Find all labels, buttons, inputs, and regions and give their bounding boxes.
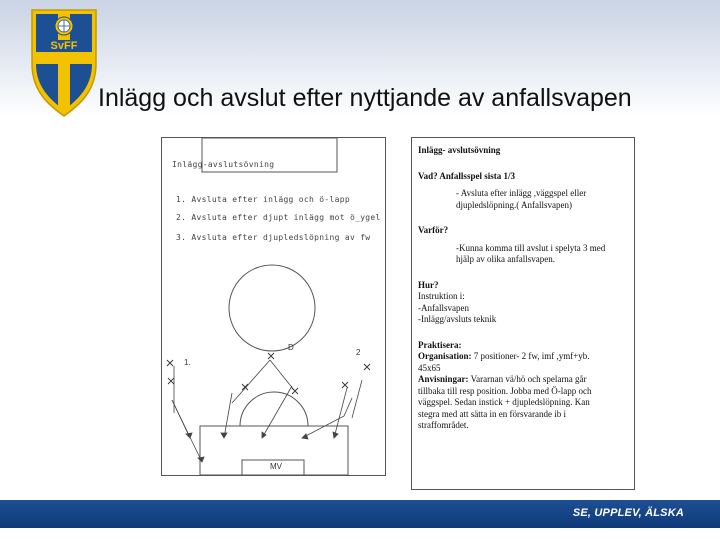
logo-text: SvFF xyxy=(48,40,80,52)
instructions-line: straffområdet. xyxy=(418,420,469,430)
how-section xyxy=(418,280,628,326)
position-label-1: 1. xyxy=(184,358,191,367)
why-text xyxy=(418,243,628,266)
why-line: -Kunna komma till avslut i spelyta 3 med xyxy=(456,242,606,253)
instructions-label: Anvisningar: xyxy=(418,374,469,384)
diagram-step-1: 1. Avsluta efter inlägg och ö-lapp xyxy=(176,195,350,204)
diagram-step-2: 2. Avsluta efter djupt inlägg mot ö_ygel xyxy=(176,213,381,222)
position-label-d: D xyxy=(288,343,294,352)
organisation-label: Organisation: xyxy=(418,351,472,361)
exercise-diagram xyxy=(161,137,386,476)
diagram-heading: Inlägg-avslutsövning xyxy=(172,160,275,169)
organisation-text: 7 positioner- 2 fw, imf ,ymf+yb. xyxy=(471,351,590,361)
how-heading: Hur? xyxy=(418,279,439,290)
svff-crest-icon xyxy=(28,6,100,118)
what-line: djupledslöpning.( Anfallsvapen) xyxy=(456,199,572,210)
instructions-line: stegra med att sätta in en försvarande ib i xyxy=(418,408,566,419)
practice-section xyxy=(418,340,628,432)
why-line: hjälp av olika anfallsvapen. xyxy=(456,254,555,264)
instruction-panel xyxy=(411,137,635,490)
diagram-step-3: 3. Avsluta efter djupledslöpning av fw xyxy=(176,233,371,242)
instructions-line: tillbaka till resp position. Jobba med Ö-lapp och xyxy=(418,385,592,396)
goalkeeper-label: MV xyxy=(270,462,282,471)
size-line: 45x65 xyxy=(418,362,441,373)
pitch-drawing xyxy=(162,138,385,475)
practice-heading: Praktisera: xyxy=(418,339,462,350)
instructions-line: väggspel. Sedan instick + djupledslöpning. Kan xyxy=(418,397,590,407)
organisation-line xyxy=(418,351,628,363)
footer-slogan: SE, UPPLEV, ÄLSKA xyxy=(572,507,684,519)
what-line: - Avsluta efter inlägg ,väggspel eller xyxy=(456,188,587,198)
footer-bar xyxy=(0,500,720,528)
instructions-line xyxy=(418,374,628,386)
position-label-2: 2 xyxy=(356,348,361,357)
what-heading: Vad? Anfallsspel sista 1/3 xyxy=(418,170,515,181)
panel-title: Inlägg- avslutsövning xyxy=(418,145,501,155)
how-line: -Anfallsvapen xyxy=(418,302,469,313)
what-text xyxy=(418,188,628,211)
instructions-text: Vararnan vä/hö och spelarna går xyxy=(468,374,587,384)
how-line: -Inlägg/avsluts teknik xyxy=(418,314,497,324)
why-heading: Varför? xyxy=(418,225,449,235)
how-line: Instruktion i: xyxy=(418,291,465,301)
slide-title: Inlägg och avslut efter nyttjande av anfallsvapen xyxy=(98,84,632,112)
